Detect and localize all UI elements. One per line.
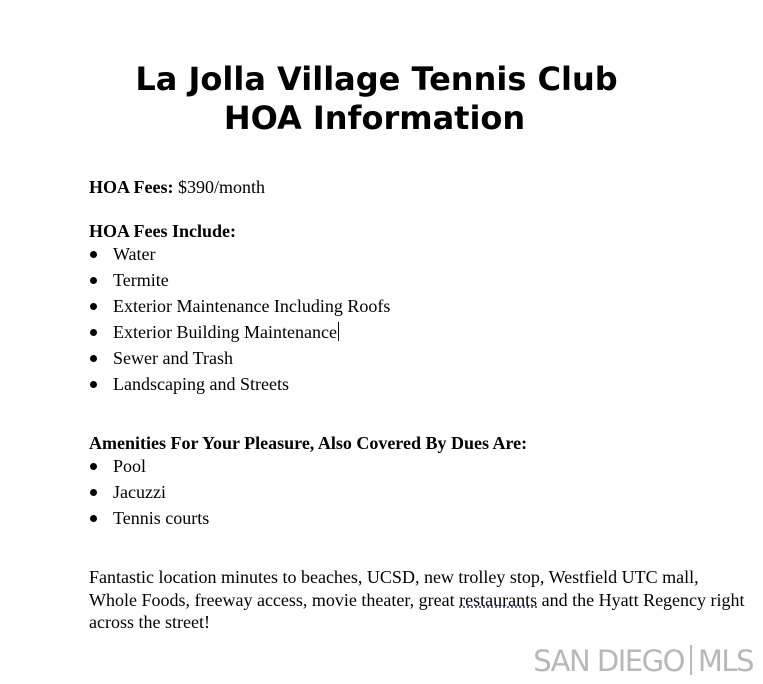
list-item-text: Termite — [113, 270, 169, 290]
list-item-text: Exterior Maintenance Including Roofs — [113, 296, 391, 316]
bullet-icon — [90, 489, 97, 496]
list-item — [89, 241, 390, 267]
description-text-end: and the Hyatt Regency right across the street! — [89, 589, 745, 632]
list-item — [89, 479, 209, 505]
list-item-text: Sewer and Trash — [113, 348, 233, 368]
list-item-text: Landscaping and Streets — [113, 374, 289, 394]
description-text-start: Fantastic location minutes to beaches, UCSD, new trolley stop, Westfield UTC mall, Whole Foods, freeway access, movie theater, great — [89, 567, 699, 610]
hoa-fees-value: $390/month — [177, 177, 265, 197]
document-title-line-2: HOA Information — [223, 99, 526, 137]
description-spellcheck-word: restaurants — [459, 589, 538, 610]
bullet-icon — [90, 277, 97, 284]
amenities-heading: Amenities For Your Pleasure, Also Covered By Dues Are: — [89, 433, 528, 453]
list-item — [89, 319, 390, 345]
hoa-fees-label: HOA Fees: — [89, 177, 174, 197]
list-item — [89, 267, 390, 293]
bullet-icon — [90, 303, 97, 310]
bullet-icon — [90, 329, 97, 336]
bullet-icon — [90, 463, 97, 470]
amenities-list — [89, 453, 209, 531]
list-item-text: Tennis courts — [113, 508, 210, 528]
list-item — [89, 505, 209, 531]
text-cursor — [338, 322, 339, 341]
mls-watermark-logo — [533, 642, 753, 680]
bullet-icon — [90, 381, 97, 388]
list-item — [89, 371, 390, 397]
fees-include-list — [89, 241, 390, 397]
bullet-icon — [90, 355, 97, 362]
list-item-text: Exterior Building Maintenance — [113, 322, 337, 342]
document-title-line-1: La Jolla Village Tennis Club — [135, 60, 618, 98]
watermark-right-text: MLS — [697, 644, 753, 678]
watermark-left-text: SAN DIEGO — [533, 644, 684, 678]
hoa-fees-line — [89, 176, 265, 198]
list-item-text: Water — [113, 244, 156, 264]
list-item — [89, 453, 209, 479]
list-item — [89, 345, 390, 371]
fees-include-heading: HOA Fees Include: — [89, 221, 236, 241]
location-description — [89, 566, 749, 634]
list-item — [89, 293, 390, 319]
bullet-icon — [90, 251, 97, 258]
watermark-divider — [690, 645, 692, 675]
bullet-icon — [90, 515, 97, 522]
list-item-text: Jacuzzi — [113, 482, 166, 502]
list-item-text: Pool — [113, 456, 147, 476]
